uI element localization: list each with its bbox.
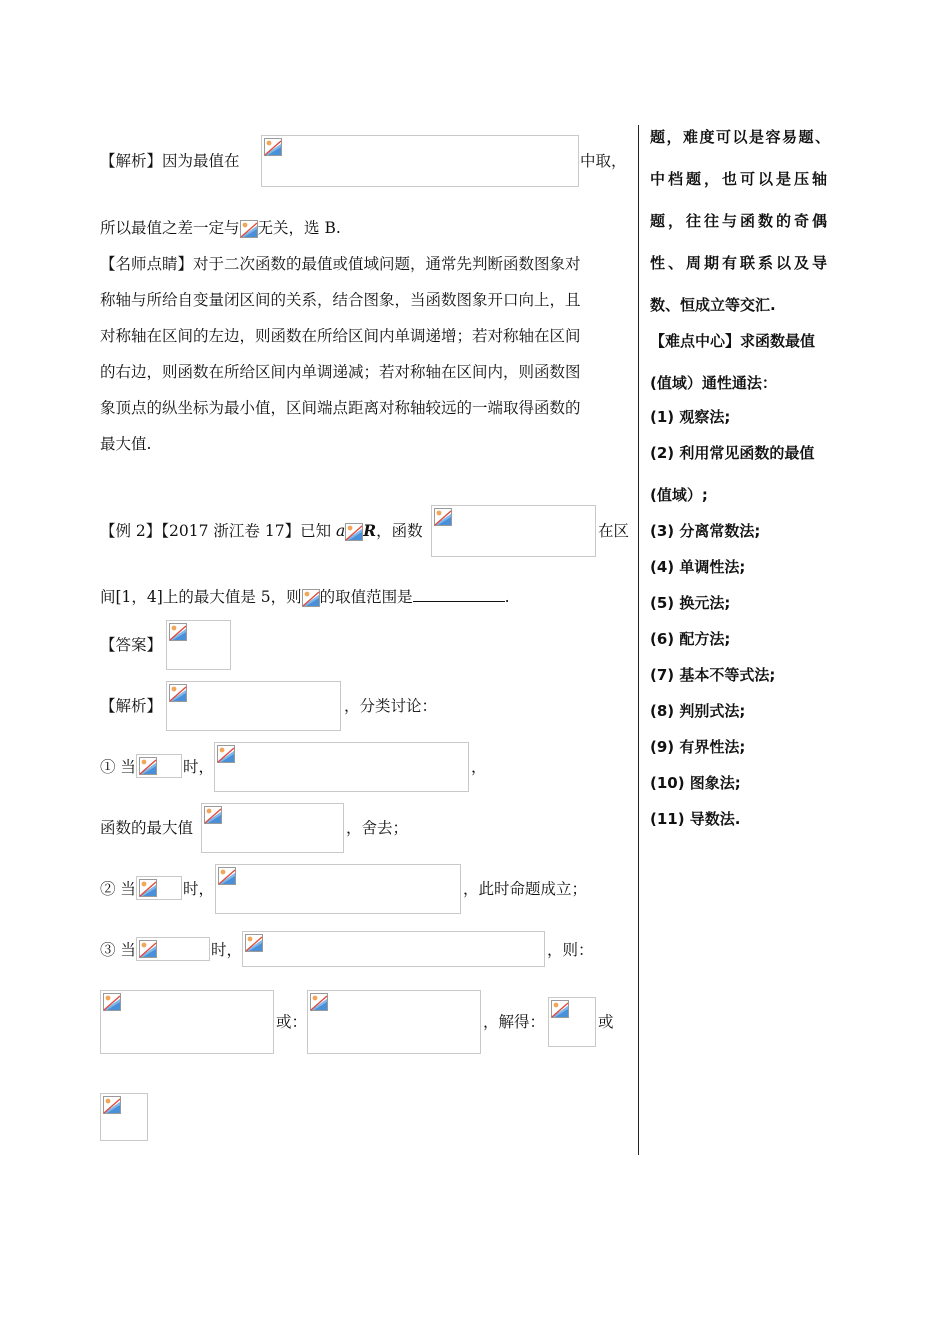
- formula-image: [261, 135, 579, 187]
- method-item: (5) 换元法;: [650, 594, 731, 612]
- broken-image-icon: [103, 1096, 121, 1114]
- method-item: (值域）;: [650, 486, 708, 504]
- case-1-label: ① 当: [100, 758, 136, 776]
- text: ，此时命题成立；: [463, 880, 588, 898]
- broken-image-icon: [139, 757, 157, 775]
- broken-image-icon: [139, 940, 157, 958]
- method-item: (8) 判别式法;: [650, 702, 746, 720]
- broken-image-icon: [169, 623, 187, 641]
- method-item: (3) 分离常数法;: [650, 522, 761, 540]
- broken-image-icon: [310, 993, 328, 1011]
- column-divider: [638, 125, 639, 1155]
- answer-label: 【答案】: [100, 636, 163, 654]
- method-item: (6) 配方法;: [650, 630, 731, 648]
- condition-image: [136, 937, 210, 961]
- broken-image-icon: [302, 589, 320, 607]
- center-title: 【难点中心】求函数最值: [650, 332, 816, 350]
- broken-image-icon: [139, 879, 157, 897]
- side-line-3: 题，往往与函数的奇偶: [650, 212, 831, 230]
- text: 【解析】因为最值在: [100, 152, 240, 170]
- answer-image: [166, 620, 231, 670]
- answer-blank: [413, 586, 505, 602]
- center-subtitle: (值域）通性通法：: [650, 374, 777, 392]
- formula-image: [201, 803, 344, 853]
- formula-image: [307, 990, 481, 1054]
- text: 中取，: [580, 152, 627, 170]
- tip-line-2: 称轴与所给自变量闭区间的关系，结合图象，当函数图象开口向上，且: [100, 291, 581, 309]
- broken-image-icon: [103, 993, 121, 1011]
- broken-image-icon: [551, 1000, 569, 1018]
- analysis-label: 【解析】: [100, 697, 163, 715]
- side-line-4: 性、周期有联系以及导: [650, 254, 831, 272]
- tip-line-5: 象顶点的纵坐标为最小值，区间端点距离对称轴较远的一端取得函数的: [100, 399, 581, 417]
- text: 或：: [276, 1013, 308, 1031]
- broken-image-icon: [264, 138, 282, 156]
- side-line-2: 中档题，也可以是压轴: [650, 170, 831, 188]
- case-2-label: ② 当: [100, 880, 136, 898]
- formula-image: [100, 990, 274, 1054]
- text: 的取值范围是: [319, 588, 413, 606]
- broken-image-icon: [218, 867, 236, 885]
- text: .: [504, 588, 510, 606]
- text: ，分类讨论：: [344, 697, 438, 715]
- text: ，: [471, 758, 487, 776]
- solution-image: [548, 997, 596, 1047]
- text: 时，: [183, 758, 215, 776]
- broken-image-icon: [240, 220, 258, 238]
- tip-line-1: 【名师点睛】对于二次函数的最值或值域问题，通常先判断函数图象对: [100, 255, 581, 273]
- broken-image-icon: [345, 523, 363, 541]
- formula-image: [431, 505, 596, 557]
- formula-image: [166, 681, 341, 731]
- method-item: (1) 观察法;: [650, 408, 731, 426]
- text: ，舍去；: [346, 819, 409, 837]
- text: 间[1，4]上的最大值是 5，则: [100, 588, 302, 606]
- tip-line-3: 对称轴在区间的左边，则函数在所给区间内单调递增；若对称轴在区间: [100, 327, 581, 345]
- tip-line-4: 的右边，则函数在所给区间内单调递减；若对称轴在区间内，则函数图: [100, 363, 581, 381]
- example-line-2: [100, 586, 510, 608]
- broken-image-icon: [169, 684, 187, 702]
- variable: R: [363, 521, 377, 540]
- broken-image-icon: [434, 508, 452, 526]
- text: 【例 2】【2017 浙江卷 17】已知: [100, 522, 332, 540]
- text: 所以最值之差一定与: [100, 219, 240, 237]
- solution-image: [100, 1093, 148, 1141]
- method-item: (7) 基本不等式法;: [650, 666, 776, 684]
- method-item: (11) 导数法.: [650, 810, 741, 828]
- analysis-line-2: [100, 217, 341, 239]
- formula-image: [215, 864, 461, 914]
- analysis-line-1: [100, 150, 240, 172]
- text: 时，: [211, 941, 243, 959]
- formula-image: [214, 742, 469, 792]
- method-item: (2) 利用常见函数的最值: [650, 444, 815, 462]
- broken-image-icon: [217, 745, 235, 763]
- condition-image: [136, 876, 182, 900]
- side-line-5: 数、恒成立等交汇.: [650, 296, 776, 314]
- side-line-1: 题，难度可以是容易题、: [650, 128, 832, 146]
- text: 在区: [598, 522, 630, 540]
- variable: a: [336, 522, 346, 540]
- example-line-1: [100, 520, 423, 542]
- method-item: (9) 有界性法;: [650, 738, 746, 756]
- method-item: (10) 图象法;: [650, 774, 741, 792]
- tip-line-6: 最大值.: [100, 435, 152, 453]
- text: 无关，选 B.: [257, 219, 341, 237]
- case-3-label: ③ 当: [100, 941, 136, 959]
- method-item: (4) 单调性法;: [650, 558, 746, 576]
- condition-image: [136, 754, 182, 778]
- text: 时，: [183, 880, 215, 898]
- formula-image: [242, 931, 545, 967]
- text: 或: [598, 1013, 614, 1031]
- text: ，解得：: [483, 1013, 546, 1031]
- text: ，则：: [547, 941, 594, 959]
- broken-image-icon: [204, 806, 222, 824]
- case-1-max-label: 函数的最大值: [100, 819, 194, 837]
- broken-image-icon: [245, 934, 263, 952]
- text: ，函数: [376, 522, 423, 540]
